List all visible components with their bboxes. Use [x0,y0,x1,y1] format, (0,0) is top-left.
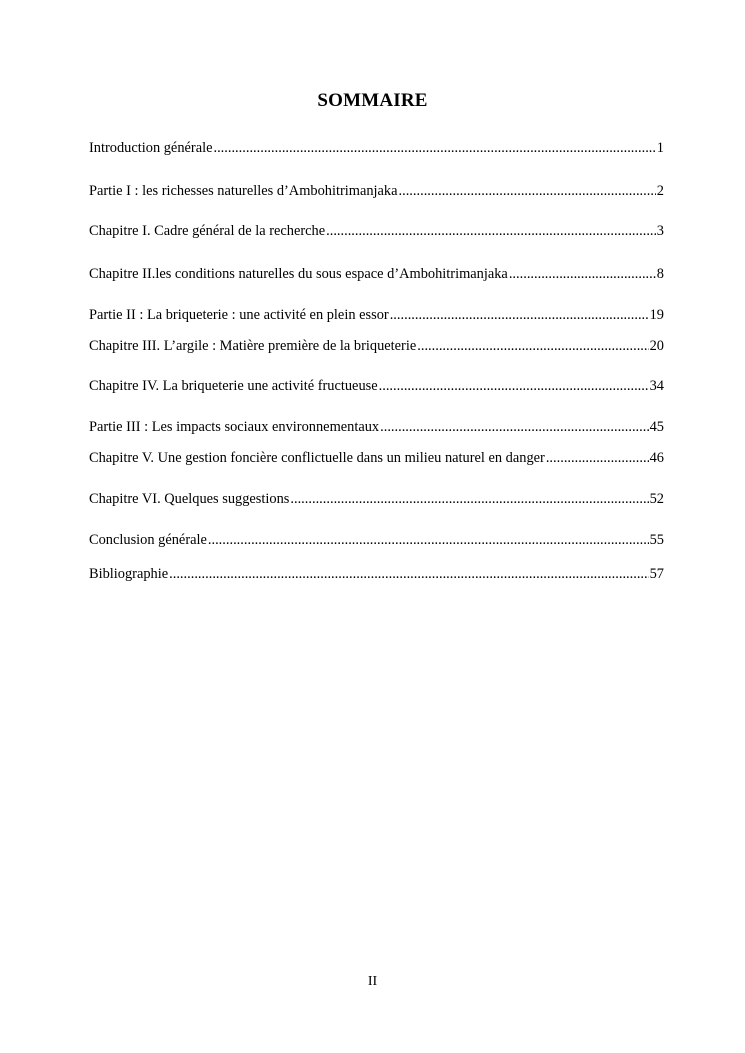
toc-entry[interactable] [89,418,664,436]
toc-entry[interactable] [89,531,664,549]
toc-entry-page: 52 [649,491,664,507]
toc-entry-page: 8 [656,266,664,282]
page-title: SOMMAIRE [317,90,428,111]
toc-entry-label: Bibliographie [89,566,169,582]
toc-entry[interactable] [89,306,664,324]
toc-entry[interactable] [89,565,664,583]
toc-dot-leader [326,222,656,240]
toc-entry[interactable] [89,222,664,240]
toc-entry[interactable] [89,265,664,283]
toc-entry-label: Partie I : les richesses naturelles d’Ambohitrimanjaka [89,183,398,199]
toc-entry-page: 45 [649,419,664,435]
toc-entry-label: Chapitre IV. La briqueterie une activité fructueuse [89,378,378,394]
toc-dot-leader [399,182,656,200]
toc-dot-leader [417,337,648,355]
toc-entry-label: Chapitre III. L’argile : Matière première de la briqueterie [89,338,417,354]
toc-entry-label: Chapitre VI. Quelques suggestions [89,491,290,507]
toc-entry-label: Conclusion générale [89,532,207,548]
toc-dot-leader [390,306,649,324]
toc-entry-label: Partie III : Les impacts sociaux environnementaux [89,419,380,435]
toc-entry[interactable] [89,490,664,508]
toc-dot-leader [290,490,648,508]
toc-dot-leader [208,531,649,549]
toc-entry-label: Chapitre II.les conditions naturelles du sous espace d’Ambohitrimanjaka [89,266,508,282]
toc-entry-page: 46 [649,450,664,466]
toc-entry-page: 55 [649,532,664,548]
toc-entry-page: 2 [656,183,664,199]
toc-dot-leader [379,377,649,395]
toc-entry-label: Chapitre V. Une gestion foncière conflictuelle dans un milieu naturel en danger [89,450,545,466]
toc-entry-label: Chapitre I. Cadre général de la recherche [89,223,326,239]
toc-entry[interactable] [89,337,664,355]
toc-entry-page: 34 [649,378,664,394]
toc-dot-leader [546,449,649,467]
toc-entry-page: 20 [649,338,664,354]
toc-entry-page: 3 [656,223,664,239]
toc-entry-page: 1 [656,140,664,156]
toc-dot-leader [380,418,648,436]
toc-entry-page: 19 [649,307,664,323]
toc-entry[interactable] [89,449,664,467]
toc-dot-leader [169,565,648,583]
toc-entry[interactable] [89,377,664,395]
page-number: II [367,974,378,989]
toc-entry-page: 57 [649,566,664,582]
toc-dot-leader [509,265,656,283]
toc-entry[interactable] [89,139,664,157]
toc-dot-leader [213,139,655,157]
toc-entry[interactable] [89,182,664,200]
toc-entry-label: Introduction générale [89,140,213,156]
toc-entry-label: Partie II : La briqueterie : une activité en plein essor [89,307,389,323]
